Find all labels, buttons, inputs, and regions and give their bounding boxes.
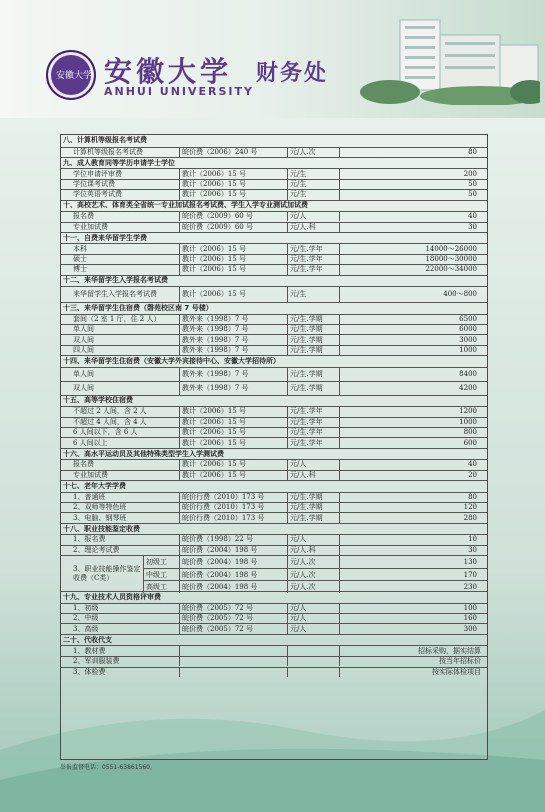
fee-row <box>61 147 487 157</box>
fee-name: 学位英语考试费 <box>73 190 122 199</box>
fee-name: 报名费 <box>73 460 94 469</box>
fee-row <box>61 623 487 633</box>
empty-cell <box>179 668 287 678</box>
fee-unit: 元/生.学期 <box>287 382 339 395</box>
section-title: 十、高校艺术、体育类全省统一专业加试报名考试费、学生入学专业测试加试费 <box>63 201 308 210</box>
section-title: 十七、老年大学学费 <box>63 481 126 490</box>
section-header <box>61 135 487 147</box>
fee-document: 皖价费（2004）198 号 <box>179 569 287 581</box>
fee-row <box>61 367 487 381</box>
fee-note: 招标采购，据实结算 <box>339 646 487 656</box>
fee-row <box>61 502 487 512</box>
section-title: 十二、来华留学生入学报名考试费 <box>63 276 168 285</box>
fee-row <box>61 492 487 502</box>
fee-row <box>61 512 487 522</box>
fee-unit: 元/生.学年 <box>287 428 339 437</box>
section-header <box>61 634 487 646</box>
fee-unit: 元/生.学期 <box>287 513 339 522</box>
fee-row <box>61 222 487 232</box>
empty-cell <box>287 668 339 678</box>
fee-amount: 20 <box>339 471 487 480</box>
fee-row <box>61 667 487 678</box>
fee-note: 按实际体检项目 <box>339 668 487 678</box>
fee-name: 3、高级 <box>73 624 99 633</box>
fee-unit: 元/生.学年 <box>287 438 339 447</box>
fee-row <box>61 406 487 416</box>
fee-name: 6 人间以上 <box>73 438 108 447</box>
fee-document: 教外来（1998）7 号 <box>179 346 287 355</box>
fee-unit: 元/人.次 <box>287 581 339 593</box>
fee-row <box>61 345 487 355</box>
skill-level-row <box>143 556 487 568</box>
fee-row <box>61 459 487 469</box>
skill-level: 初级工 <box>143 556 179 568</box>
fee-document: 教计（2006）15 号 <box>179 407 287 416</box>
fee-document: 皖价行费（2010）173 号 <box>179 503 287 512</box>
fee-document: 皖价费（1998）22 号 <box>179 535 287 544</box>
fee-document: 皖价行费（2010）173 号 <box>179 513 287 522</box>
fee-document: 教计（2006）15 号 <box>179 471 287 480</box>
section-header <box>61 302 487 314</box>
fee-row <box>61 656 487 667</box>
fee-row <box>61 211 487 221</box>
section-header <box>61 591 487 603</box>
fee-unit: 元/人 <box>287 212 339 221</box>
fee-amount: 10 <box>339 535 487 544</box>
fee-name: 3、体检费 <box>73 667 106 676</box>
fee-unit: 元/生 <box>287 180 339 189</box>
fee-name: 专业加试费 <box>73 222 108 231</box>
fee-amount: 170 <box>339 569 487 581</box>
fee-amount: 4200 <box>339 382 487 395</box>
fee-unit: 元/生 <box>287 190 339 199</box>
fee-name: 学位申请评审费 <box>73 169 122 178</box>
fee-document: 教计（2006）15 号 <box>179 460 287 469</box>
fee-document: 教计（2006）15 号 <box>179 169 287 178</box>
fee-name: 1、初级 <box>73 603 99 612</box>
fee-row <box>61 334 487 344</box>
fee-unit: 元/生.学期 <box>287 315 339 324</box>
fee-document: 皖价费（2009）60 号 <box>179 212 287 221</box>
fee-amount: 120 <box>339 503 487 512</box>
fee-amount: 80 <box>339 493 487 502</box>
fee-row <box>61 534 487 544</box>
fee-unit: 元/人.科 <box>287 546 339 555</box>
fee-document: 皖价费（2004）198 号 <box>179 581 287 593</box>
fee-name: 双人间 <box>73 383 94 392</box>
fee-unit: 元/生 <box>287 287 339 302</box>
fee-row <box>61 381 487 395</box>
fee-name: 2、中级 <box>73 614 99 623</box>
fee-amount: 8400 <box>339 368 487 381</box>
fee-unit: 元/人.次 <box>287 556 339 568</box>
fee-unit: 元/生.学期 <box>287 325 339 334</box>
section-title: 九、成人教育同等学历申请学士学位 <box>63 158 175 167</box>
fee-name: 1、普通班 <box>73 492 106 501</box>
fee-row <box>61 603 487 613</box>
fee-amount: 30 <box>339 223 487 232</box>
fee-unit: 元/人 <box>287 535 339 544</box>
fee-document: 教计（2006）15 号 <box>179 418 287 427</box>
skill-level: 中级工 <box>143 569 179 581</box>
fee-document: 教计（2006）15 号 <box>179 244 287 253</box>
fee-name: 不超过 2 人间，含 2 人 <box>73 407 147 416</box>
fee-amount: 800 <box>339 428 487 437</box>
section-title: 十五、高等学校住宿费 <box>63 396 133 405</box>
fee-document: 皖价费（2005）72 号 <box>179 614 287 623</box>
fee-row <box>61 254 487 264</box>
fee-unit: 元/生.学年 <box>287 265 339 274</box>
fee-row <box>61 189 487 199</box>
fee-name: 博士 <box>73 265 87 274</box>
fee-amount: 6500 <box>339 315 487 324</box>
fee-name: 报名费 <box>73 212 94 221</box>
fee-row <box>61 324 487 334</box>
fee-name: 本科 <box>73 244 87 253</box>
fee-document: 皖价费（2005）72 号 <box>179 624 287 633</box>
fee-document: 教计（2006）15 号 <box>179 180 287 189</box>
section-title: 十四、来华留学生住宿费（安徽大学外宾接待中心、安徽大学招待所） <box>63 356 280 365</box>
fee-amount: 160 <box>339 614 487 623</box>
fee-amount: 30 <box>339 546 487 555</box>
campus-building-image <box>360 10 540 105</box>
fee-amount: 200 <box>339 169 487 178</box>
fee-amount: 600 <box>339 438 487 447</box>
fee-document: 皖价费（2005）72 号 <box>179 604 287 613</box>
university-seal-logo: 安徽大学 <box>46 50 96 100</box>
fee-document: 皖价行费（2010）173 号 <box>179 493 287 502</box>
fee-name: 3、职业技能操作鉴定收费（C类） <box>73 564 141 582</box>
section-header <box>61 355 487 367</box>
empty-cell <box>287 657 339 667</box>
fee-note: 按当年招标价 <box>339 657 487 667</box>
fee-name: 1、教材费 <box>73 646 106 655</box>
fee-amount: 50 <box>339 190 487 199</box>
fee-table <box>60 134 488 760</box>
fee-amount: 40 <box>339 212 487 221</box>
fee-row <box>61 417 487 427</box>
fee-row <box>61 470 487 480</box>
fee-unit: 元/人 <box>287 624 339 633</box>
section-title: 十三、来华留学生住宿费（磬苑校区南 7 号楼） <box>63 303 213 312</box>
fee-row <box>61 645 487 656</box>
fee-unit: 元/生.学年 <box>287 418 339 427</box>
section-title: 二十、代收代支 <box>63 635 112 644</box>
fee-document: 教计（2006）15 号 <box>179 265 287 274</box>
fee-row <box>61 545 487 555</box>
fee-unit: 元/人 <box>287 614 339 623</box>
fee-unit: 元/人.科 <box>287 471 339 480</box>
fee-amount: 3000 <box>339 335 487 344</box>
fee-amount: 300 <box>339 624 487 633</box>
header-banner <box>0 0 545 118</box>
fee-row <box>61 179 487 189</box>
fee-amount: 6000 <box>339 325 487 334</box>
fee-unit: 元/生.学期 <box>287 368 339 381</box>
university-name-cn: 安徽大学 <box>104 55 233 88</box>
fee-document: 教计（2006）15 号 <box>179 438 287 447</box>
fee-name: 单人间 <box>73 369 94 378</box>
department-name: 财务处 <box>256 61 329 86</box>
fee-unit: 元/人.次 <box>287 148 339 157</box>
fee-unit: 元/生.学期 <box>287 493 339 502</box>
fee-amount: 400～800 <box>339 287 487 302</box>
fee-name: 学位课考试费 <box>73 179 115 188</box>
section-title: 十八、职业技能鉴定收费 <box>63 524 140 533</box>
fee-unit: 元/生.学年 <box>287 255 339 264</box>
section-header <box>61 395 487 407</box>
section-header <box>61 200 487 212</box>
fee-amount: 80 <box>339 148 487 157</box>
fee-unit: 元/生 <box>287 169 339 178</box>
fee-name: 3、电脑、钢琴班 <box>73 513 127 522</box>
fee-amount: 280 <box>339 513 487 522</box>
fee-document: 教外来（1998）7 号 <box>179 368 287 381</box>
fee-amount: 14000～26000 <box>339 244 487 253</box>
university-name-en: ANHUI UNIVERSITY <box>104 85 254 98</box>
fee-row <box>61 168 487 178</box>
fee-document: 教计（2006）15 号 <box>179 255 287 264</box>
fee-amount: 1200 <box>339 407 487 416</box>
section-title: 十六、高水平运动员及其他特殊类型学生入学测试费 <box>63 449 224 458</box>
section-header <box>61 157 487 169</box>
skill-level: 高级工 <box>143 581 179 593</box>
fee-name: 四人间 <box>73 345 94 354</box>
fee-unit: 元/人 <box>287 604 339 613</box>
section-title: 十九、专业技术人员资格评审费 <box>63 592 161 601</box>
fee-name: 来华留学生入学报名考试费 <box>73 290 157 299</box>
fee-name: 2、军训服装费 <box>73 657 120 666</box>
fee-row <box>61 613 487 623</box>
fee-name: 套间（2 室 1 厅，住 2 人） <box>73 314 161 323</box>
fee-unit: 元/生.学年 <box>287 244 339 253</box>
fee-unit: 元/生.学期 <box>287 335 339 344</box>
fee-row <box>61 243 487 253</box>
fee-name: 2、理论考试费 <box>73 545 120 554</box>
fee-amount: 50 <box>339 180 487 189</box>
fee-name: 单人间 <box>73 325 94 334</box>
fee-unit: 元/人.次 <box>287 569 339 581</box>
fee-row <box>61 314 487 324</box>
fee-unit: 元/生.学年 <box>287 407 339 416</box>
fee-document: 教计（2006）15 号 <box>179 190 287 199</box>
fee-amount: 1000 <box>339 346 487 355</box>
empty-cell <box>287 646 339 656</box>
fee-row <box>61 437 487 447</box>
fee-name: 双人间 <box>73 335 94 344</box>
fee-document: 教计（2006）15 号 <box>179 287 287 302</box>
fee-document: 皖价费（2004）198 号 <box>179 556 287 568</box>
fee-document: 教外来（1998）7 号 <box>179 382 287 395</box>
fee-amount: 22000～34000 <box>339 265 487 274</box>
fee-row <box>61 264 487 274</box>
fee-row <box>61 427 487 437</box>
section-title: 八、计算机等级报名考试费 <box>63 136 147 145</box>
fee-unit: 元/人 <box>287 460 339 469</box>
fee-document: 教计（2006）15 号 <box>179 428 287 437</box>
fee-unit: 元/生.学期 <box>287 503 339 512</box>
fee-amount: 40 <box>339 460 487 469</box>
fee-document: 教外来（1998）7 号 <box>179 335 287 344</box>
empty-cell <box>179 646 287 656</box>
fee-document: 教外来（1998）7 号 <box>179 315 287 324</box>
fee-unit: 元/生.学期 <box>287 346 339 355</box>
empty-cell <box>179 657 287 667</box>
fee-document: 皖价费（2006）240 号 <box>179 148 287 157</box>
fee-amount: 18000～30000 <box>339 255 487 264</box>
fee-amount: 130 <box>339 556 487 568</box>
fee-row <box>61 286 487 302</box>
fee-name: 不超过 4 人间，含 4 人 <box>73 417 147 426</box>
fee-row <box>61 555 487 591</box>
section-header <box>61 448 487 460</box>
section-header <box>61 523 487 535</box>
section-header <box>61 480 487 492</box>
fee-name: 1、报名费 <box>73 535 106 544</box>
fee-name: 硕士 <box>73 254 87 263</box>
report-phone-footer: 举报监督电话：0551-63861560。 <box>60 764 156 771</box>
section-title: 十一、自费来华留学生学费 <box>63 233 147 242</box>
fee-name: 2、双师等特色班 <box>73 503 127 512</box>
fee-name: 专业加试费 <box>73 470 108 479</box>
section-header <box>61 232 487 244</box>
fee-amount: 230 <box>339 581 487 593</box>
fee-unit: 元/人.科 <box>287 223 339 232</box>
fee-name: 计算机等级报名考试费 <box>73 147 143 156</box>
fee-document: 皖价费（2009）60 号 <box>179 223 287 232</box>
fee-amount: 1000 <box>339 418 487 427</box>
section-header <box>61 275 487 287</box>
fee-name: 6 人间以下，含 6 人 <box>73 428 138 437</box>
fee-document: 皖价费（2004）198 号 <box>179 546 287 555</box>
fee-amount: 100 <box>339 604 487 613</box>
fee-document: 教外来（1998）7 号 <box>179 325 287 334</box>
